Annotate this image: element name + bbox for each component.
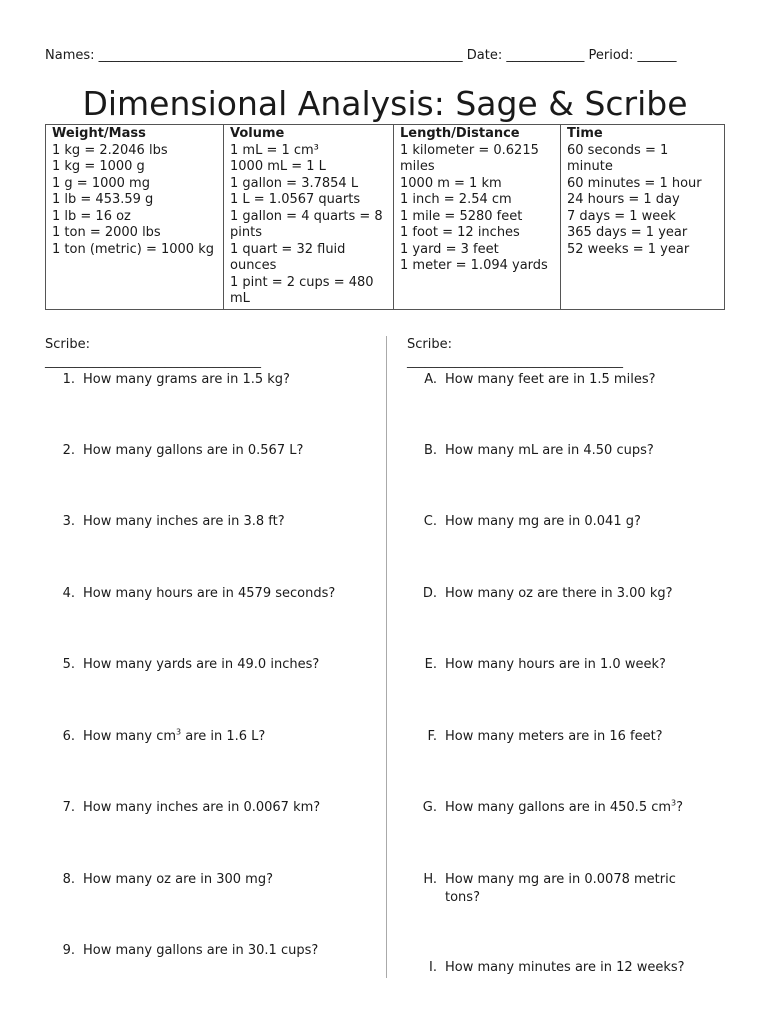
question-number: 3. <box>62 514 75 529</box>
question-text <box>445 799 715 817</box>
scribe-name-blank[interactable]: ____________________________________ <box>45 354 261 368</box>
conversion-line: 1 kg = 1000 g <box>52 159 145 174</box>
weight-mass-column <box>46 125 224 310</box>
question-number: I. <box>429 960 437 975</box>
question-number: 6. <box>62 729 75 744</box>
conversion-line: 1 gallon = 4 quarts = 8 pints <box>230 208 383 240</box>
question-text: How many yards are in 49.0 inches? <box>83 657 320 672</box>
superscript: 3 <box>176 727 182 737</box>
volume-column <box>224 125 394 310</box>
question-number: E. <box>424 657 437 672</box>
question-number: 2. <box>62 443 75 458</box>
conversion-line: 365 days = 1 year <box>567 225 688 240</box>
question-text: How many gallons are in 30.1 cups? <box>83 943 319 958</box>
conversion-line: 1 meter = 1.094 yards <box>400 258 548 273</box>
question-text: How many gallons are in 0.567 L? <box>83 443 304 458</box>
conversion-line: 1 pint = 2 cups = 480 mL <box>230 274 374 306</box>
column-heading: Time <box>567 126 603 141</box>
column-heading: Weight/Mass <box>52 126 146 141</box>
question-text <box>83 728 373 746</box>
question-text-part: How many gallons are in 450.5 cm <box>445 800 672 815</box>
question-item <box>53 371 373 389</box>
conversion-line: 1 yard = 3 feet <box>400 241 499 257</box>
question-text: How many mg are in 0.041 g? <box>445 514 641 529</box>
question-item <box>53 513 373 531</box>
left-scribe-field[interactable] <box>45 337 261 369</box>
question-number: 8. <box>62 872 75 887</box>
question-item <box>415 959 715 977</box>
scribe-label: Scribe: <box>407 337 452 352</box>
question-item <box>53 871 373 889</box>
question-item <box>415 656 715 674</box>
question-number: H. <box>423 872 437 887</box>
question-item <box>53 656 373 674</box>
column-heading: Volume <box>230 126 285 141</box>
scribe-label: Scribe: <box>45 337 90 352</box>
question-item <box>415 585 715 603</box>
question-text: How many mL are in 4.50 cups? <box>445 443 654 458</box>
time-column <box>561 125 725 310</box>
question-item <box>53 585 373 603</box>
question-number: A. <box>424 372 437 387</box>
question-text-part: ? <box>676 800 684 815</box>
question-item <box>53 942 373 960</box>
question-item <box>53 442 373 460</box>
question-item <box>53 728 373 746</box>
scribe-name-blank[interactable]: ____________________________________ <box>407 354 623 368</box>
superscript: 3 <box>671 798 677 808</box>
question-item <box>415 728 715 746</box>
column-divider <box>386 336 387 978</box>
question-text: How many minutes are in 12 weeks? <box>445 960 685 975</box>
question-item <box>415 799 715 817</box>
question-text-part: How many cm <box>83 729 176 744</box>
column-heading: Length/Distance <box>400 126 520 141</box>
question-text: How many oz are in 300 mg? <box>83 872 273 887</box>
page-title: Dimensional Analysis: Sage & Scribe <box>82 84 688 123</box>
conversion-line: 1 ton (metric) = 1000 kg <box>52 241 214 257</box>
conversion-line: 1 foot = 12 inches <box>400 225 520 240</box>
question-item <box>415 371 715 389</box>
question-item <box>415 513 715 531</box>
question-text: How many meters are in 16 feet? <box>445 729 663 744</box>
conversion-reference-table <box>45 124 725 310</box>
conversion-line: 1000 m = 1 km <box>400 175 502 191</box>
conversion-line: 24 hours = 1 day <box>567 192 680 207</box>
question-number: D. <box>422 586 437 601</box>
question-number: B. <box>423 443 437 458</box>
conversion-line: 1 lb = 16 oz <box>52 208 131 224</box>
conversion-line: 60 minutes = 1 hour <box>567 175 702 191</box>
right-scribe-field[interactable] <box>407 337 623 369</box>
question-number: 9. <box>62 943 75 958</box>
question-text: How many mg are in 0.0078 metric tons? <box>445 872 676 905</box>
question-text: How many feet are in 1.5 miles? <box>445 372 656 387</box>
conversion-line: 60 seconds = 1 minute <box>567 142 669 174</box>
question-text: How many hours are in 1.0 week? <box>445 657 666 672</box>
conversion-line: 1 ton = 2000 lbs <box>52 225 161 240</box>
conversion-line: 1 lb = 453.59 g <box>52 192 154 207</box>
question-number: 1. <box>62 372 75 387</box>
question-item <box>415 442 715 460</box>
question-number: C. <box>423 514 437 529</box>
question-number: 7. <box>62 800 75 815</box>
question-number: G. <box>422 800 437 815</box>
question-text: How many grams are in 1.5 kg? <box>83 372 290 387</box>
question-text: How many inches are in 3.8 ft? <box>83 514 285 529</box>
conversion-line: 1 L = 1.0567 quarts <box>230 192 361 207</box>
question-text: How many hours are in 4579 seconds? <box>83 586 336 601</box>
conversion-line: 1 kilometer = 0.6215 miles <box>400 142 539 174</box>
question-text-part: are in 1.6 L? <box>181 729 266 744</box>
conversion-line: 1 mile = 5280 feet <box>400 208 523 224</box>
question-item <box>53 799 373 817</box>
conversion-line: 1 mL = 1 cm³ <box>230 142 319 158</box>
question-number: 5. <box>62 657 75 672</box>
conversion-line: 1 kg = 2.2046 lbs <box>52 142 168 158</box>
question-text: How many inches are in 0.0067 km? <box>83 800 321 815</box>
conversion-line: 7 days = 1 week <box>567 208 676 224</box>
conversion-line: 1 inch = 2.54 cm <box>400 192 512 207</box>
question-text: How many oz are there in 3.00 kg? <box>445 586 673 601</box>
conversion-line: 1 quart = 32 fluid ounces <box>230 241 346 273</box>
question-number: 4. <box>62 586 75 601</box>
conversion-line: 1000 mL = 1 L <box>230 159 326 174</box>
question-number: F. <box>427 729 437 744</box>
conversion-line: 1 gallon = 3.7854 L <box>230 175 359 191</box>
conversion-line: 1 g = 1000 mg <box>52 175 150 191</box>
names-date-period-line: Names: ________________________________________________________ Date: ____________ Period: ______ <box>45 48 677 63</box>
conversion-line: 52 weeks = 1 year <box>567 241 690 257</box>
question-item <box>415 871 685 907</box>
length-distance-column <box>394 125 561 310</box>
